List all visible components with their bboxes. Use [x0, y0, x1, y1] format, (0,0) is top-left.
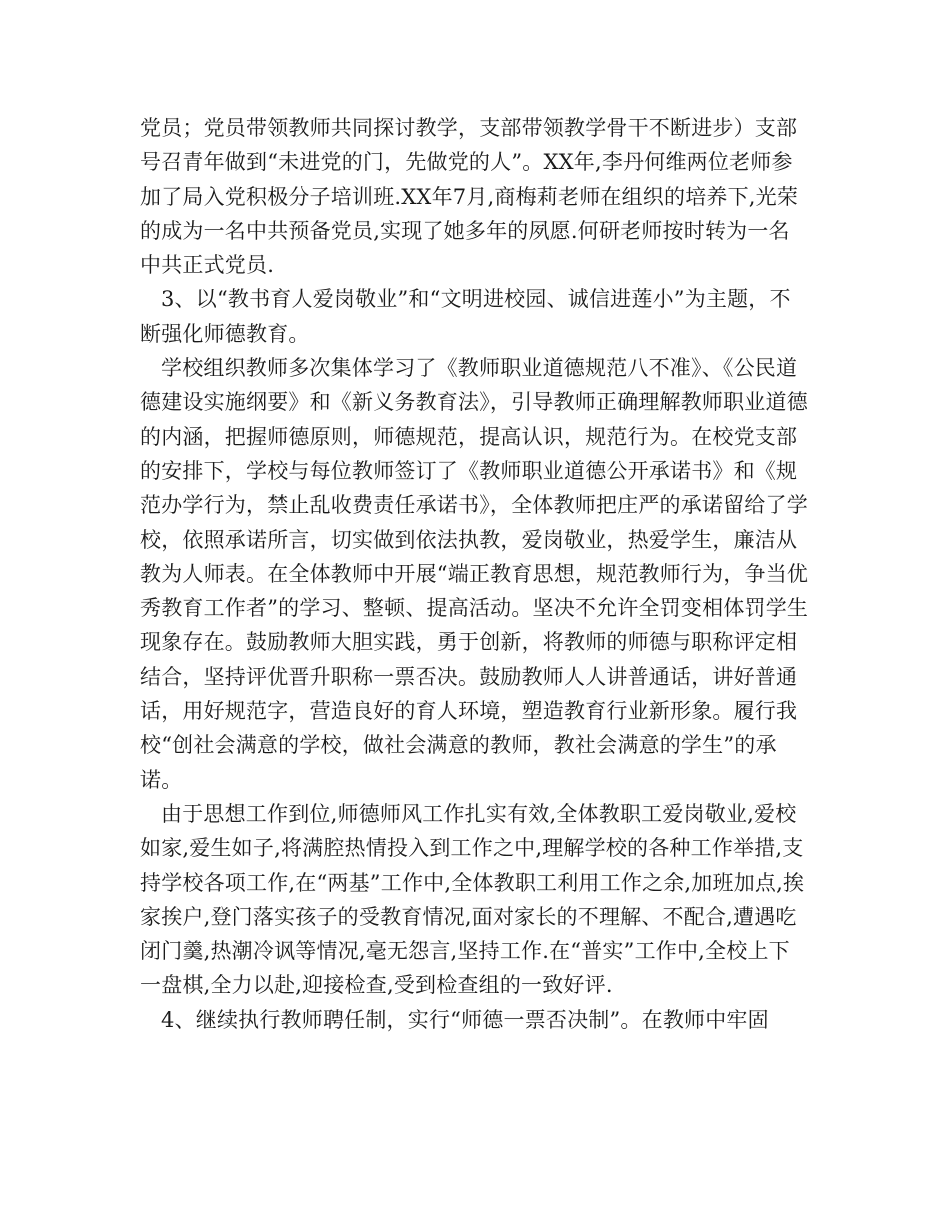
paragraph-section-4-heading: 4、继续执行教师聘任制，实行“师德一票否决制”。在教师中牢固 [161, 1007, 769, 1032]
paragraph-section-3-heading: 3、以“教书育人爱岗敬业”和“文明进校园、诚信进莲小”为主题，不断强化师德教育。 [140, 287, 791, 346]
document-body [140, 111, 810, 1037]
paragraph-party-members: 党员；党员带领教师共同探讨教学，支部带领教学骨干不断进步）支部号召青年做到“未进党的门，先做党的人”。XX年,李丹何维两位老师参加了局入党积极分子培训班.XX年7月,商梅莉老师在组织的培养下,光荣的成为一名中共预备党员,实现了她多年的夙愿.何研老师按时转为一名中共正式党员. [140, 116, 799, 278]
paragraph-teacher-ethics-study: 学校组织教师多次集体学习了《教师职业道德规范八不准》、《公民道德建设实施纲要》和《新义务教育法》，引导教师正确理解教师职业道德的内涵，把握师德原则，师德规范，提高认识，规范行为。在校党支部的安排下，学校与每位教师签订了《教师职业道德公开承诺书》和《规范办学行为，禁止乱收费责任承诺书》，全体教师把庄严的承诺留给了学校，依照承诺所言，切实做到依法执教，爱岗敬业，热爱学生，廉洁从教为人师表。在全体教师中开展“端正教育思想，规范教师行为，争当优秀教育工作者”的学习、整顿、提高活动。坚决不允许全罚变相体罚学生现象存在。鼓励教师大胆实践，勇于创新，将教师的师德与职称评定相结合，坚持评优晋升职称一票否决。鼓励教师人人讲普通话，讲好普通话，用好规范字，营造良好的育人环境，塑造教育行业新形象。履行我校“创社会满意的学校，做社会满意的教师，教社会满意的学生”的承诺。 [140, 356, 809, 792]
paragraph-ideological-work: 由于思想工作到位,师德师风工作扎实有效,全体教职工爱岗敬业,爱校如家,爱生如子,将满腔热情投入到工作之中,理解学校的各种工作举措,支持学校各项工作,在“两基”工作中,全体教职工利用工作之余,加班加点,挨家挨户,登门落实孩子的受教育情况,面对家长的不理解、不配合,遭遇吃闭门羹,热潮冷讽等情况,毫无怨言,坚持工作.在“普实”工作中,全校上下一盘棋,全力以赴,迎接检查,受到检查组的一致好评. [140, 801, 805, 998]
